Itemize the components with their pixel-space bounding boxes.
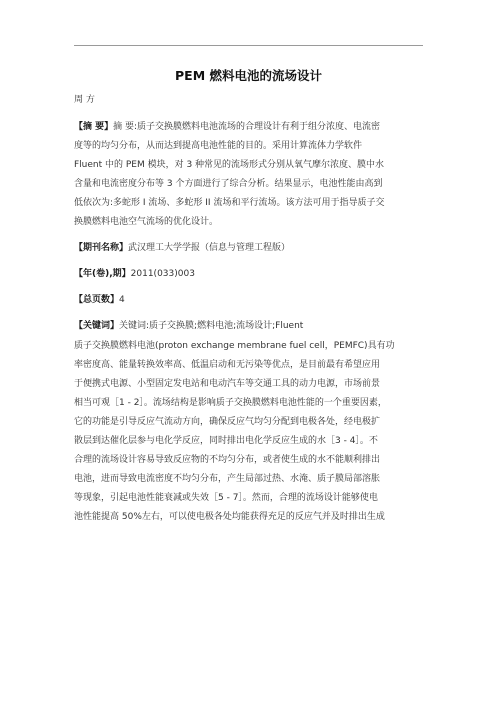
abstract-line-1 <box>74 121 426 134</box>
abstract-line-2: 度等的均匀分布，从而达到提高电池性能的目的。采用计算流体力学软件 <box>74 141 363 151</box>
issue-value: 2011(033)003 <box>130 269 195 279</box>
body-line-4: 相当可观［1 - 2］。流场结构是影响质子交换膜燃料电池性能的一个重要因素， <box>74 398 387 408</box>
body-line-2: 率密度高、能量转换效率高、低温启动和无污染等优点，是目前最有希望应用 <box>74 360 381 370</box>
pages-label: 【总页数】 <box>74 295 120 305</box>
header-rule <box>74 45 423 46</box>
keywords-value: 关键词:质子交换膜;燃料电池;流场设计;Fluent <box>119 321 304 331</box>
body-line-8: 电池，进而导致电流密度不均匀分布，产生局部过热、水淹、质子膜局部溶胀 <box>74 474 381 484</box>
abstract-text: 摘 要:质子交换膜燃料电池流场的合理设计有利于组分浓度、电流密 <box>113 122 381 132</box>
abstract-line-5: 低依次为:多蛇形 I 流场、多蛇形 II 流场和平行流场。该方法可用于指导质子交 <box>74 198 385 208</box>
document-title: PEM 燃料电池的流场设计 <box>175 68 322 83</box>
journal-value: 武汉理工大学学报（信息与管理工程版） <box>128 243 291 253</box>
body-line-5: 它的功能是引导反应气流动方向，确保反应气均匀分配到电极各处，经电极扩 <box>74 417 381 427</box>
pages-row <box>74 294 426 307</box>
body-line-10: 池性能提高 50%左右，可以使电极各处均能获得充足的反应气并及时排出生成 <box>74 512 385 522</box>
issue-row <box>74 268 426 281</box>
issue-label: 【年(卷),期】 <box>74 269 131 279</box>
abstract-line-6: 换膜燃料电池空气流场的优化设计。 <box>74 217 219 227</box>
pages-value: 4 <box>119 295 125 305</box>
body-line-7: 合理的流场设计容易导致反应物的不均匀分布，或者使生成的水不能顺利排出 <box>74 455 381 465</box>
body-line-1: 质子交换膜燃料电池(proton exchange membrane fuel cell，PEMFC)具有功 <box>74 341 395 351</box>
abstract-label: 【摘 要】 <box>74 122 114 132</box>
body-line-6: 散层到达催化层参与电化学反应，同时排出电化学反应生成的水［3 - 4］。不 <box>74 436 378 446</box>
abstract-line-4: 含量和电流密度分布等 3 个方面进行了综合分析。结果显示，电池性能由高到 <box>74 179 383 189</box>
keywords-row <box>74 320 426 333</box>
journal-label: 【期刊名称】 <box>74 243 129 253</box>
body-line-9: 等现象，引起电池性能衰减或失效［5 - 7］。然而，合理的流场设计能够使电 <box>74 493 378 503</box>
keywords-label: 【关键词】 <box>74 321 120 331</box>
author: 周 方 <box>74 95 95 105</box>
journal-row <box>74 242 426 255</box>
abstract-line-3: Fluent 中的 PEM 模块，对 3 种常见的流场形式分别从氧气摩尔浓度、膜中水 <box>74 160 385 170</box>
body-line-3: 于便携式电源、小型固定发电站和电动汽车等交通工具的动力电源，市场前景 <box>74 379 381 389</box>
